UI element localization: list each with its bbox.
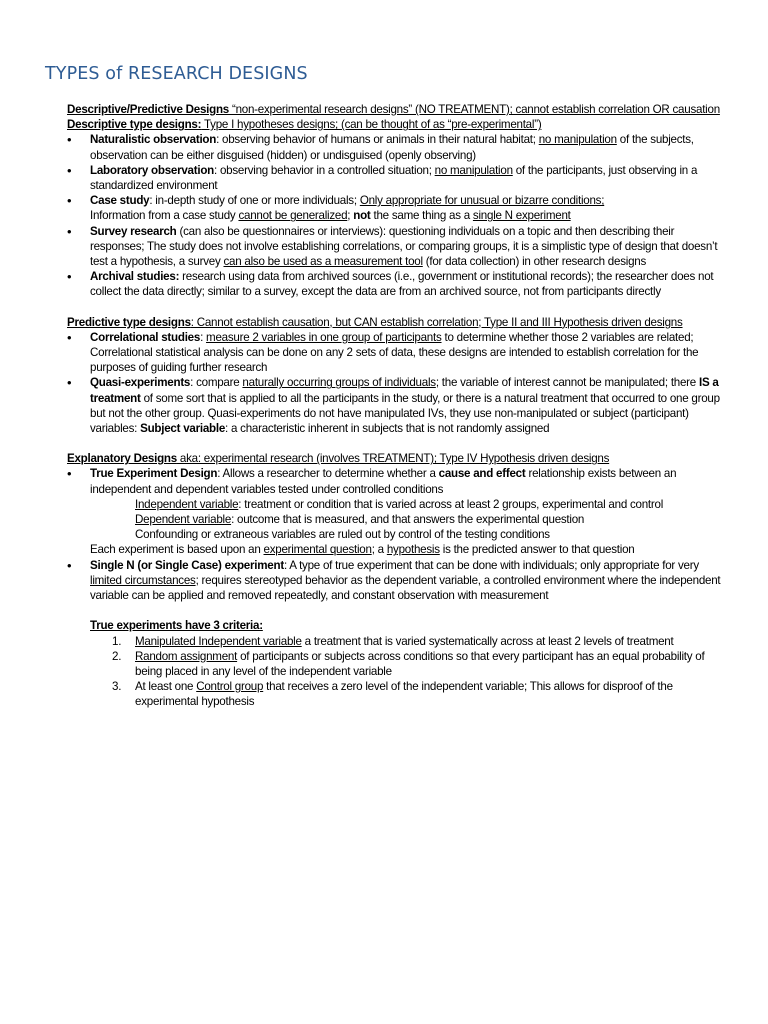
descriptive-type-heading — [67, 117, 727, 132]
subsection-heading-description: Type I hypotheses designs; (can be thought of as “pre-experimental”) — [201, 118, 542, 132]
term-text: : A type of true experiment that can be done with individuals; only appropriate for very — [283, 558, 699, 572]
term-emphasis: naturally occurring groups of individuals — [242, 376, 436, 390]
criteria-list — [67, 634, 727, 710]
predictive-type-heading — [67, 315, 727, 330]
term-emphasis: single N experiment — [472, 209, 571, 223]
term-text: of participants or subjects across conditions so that every participant has an equal probability of being placed in any level of the independent variable — [135, 649, 705, 678]
list-item-true-experiment — [67, 466, 727, 496]
list-item-case-study — [67, 193, 727, 223]
term-text: ; requires stereotyped behavior as the dependent variable, a controlled environment where the independent variable can be applied and removed repeatedly, and constant observation with measurement — [90, 573, 721, 603]
term-text: ; — [347, 209, 354, 223]
term-emphasis: Manipulated Independent variable — [135, 634, 302, 648]
term-emphasis: experimental question — [263, 543, 372, 557]
term-emphasis: can also be used as a measurement tool — [223, 255, 423, 269]
term-emphasis: Control group — [196, 680, 264, 694]
subsection-heading: Descriptive type designs: — [67, 118, 202, 132]
explanatory-heading — [67, 451, 727, 466]
term-text: of the subjects, observation can be either disguised (hidden) or undisguised (openly observing) — [90, 133, 694, 162]
term-text: relationship exists between an independent and dependent variables tested under controlled conditions — [90, 467, 677, 496]
term-label: Case study — [90, 194, 150, 208]
list-item-naturalistic-observation — [67, 132, 727, 162]
confounding-variables-line: Confounding or extraneous variables are ruled out by control of the testing conditions — [135, 528, 550, 542]
subsection-heading: Predictive type designs — [67, 315, 191, 329]
term-label: True Experiment Design — [90, 467, 218, 481]
term-text: that receives a zero level of the independent variable; This allows for disproof of the experimental hypothesis — [135, 680, 673, 709]
term-text: is the predicted answer to that question — [439, 543, 635, 557]
term-text: At least one — [135, 680, 197, 694]
term-emphasis: Random assignment — [135, 649, 238, 663]
term-text: : observing behavior in a controlled situation; — [214, 163, 435, 177]
term-text: ; the variable of interest cannot be manipulated; there — [435, 376, 699, 390]
term-emphasis: cannot be generalized — [238, 209, 348, 223]
term-bold: IS a treatment — [90, 376, 719, 405]
list-item-survey-research — [67, 224, 727, 270]
term-text: : compare — [190, 376, 243, 390]
term-emphasis: Dependent variable — [135, 513, 232, 527]
document-title: TYPES of RESEARCH DESIGNS — [45, 64, 308, 84]
term-label: Laboratory observation — [90, 163, 214, 177]
independent-variable-line — [67, 497, 727, 512]
criteria-heading-text: True experiments have 3 criteria: — [90, 619, 263, 633]
term-text: the same thing as a — [370, 209, 473, 223]
term-emphasis: Independent variable — [135, 497, 239, 511]
term-text: Each experiment is based upon an — [90, 543, 264, 557]
term-text: : treatment or condition that is varied across at least 2 groups, experimental and control — [238, 497, 664, 511]
dependent-variable-line — [67, 512, 727, 527]
document-body — [67, 102, 727, 710]
list-item-quasi-experiments — [67, 375, 727, 436]
term-bold: not — [353, 209, 371, 223]
section-heading-description: aka: experimental research (involves TREATMENT); Type IV Hypothesis driven designs — [176, 452, 610, 466]
term-label: Survey research — [90, 224, 177, 238]
section-heading-description: “non-experimental research designs” (NO TREATMENT); cannot establish correlation OR causation — [228, 103, 720, 116]
term-emphasis: Only appropriate for unusual or bizarre conditions; — [359, 194, 605, 208]
spacer — [67, 436, 727, 451]
term-text: : in-depth study of one or more individuals; — [149, 194, 360, 208]
term-text: : observing behavior of humans or animals in their natural habitat; — [216, 133, 539, 147]
spacer — [67, 603, 727, 618]
term-label: Quasi-experiments — [90, 376, 191, 390]
criteria-item-1 — [90, 634, 727, 649]
experiment-basis-line — [67, 542, 727, 557]
term-text: Information from a case study — [90, 209, 239, 223]
criteria-heading — [67, 618, 727, 633]
list-number: 3. — [112, 680, 122, 694]
term-text: a treatment that is varied systematically across at least 2 levels of treatment — [301, 634, 674, 648]
term-text: (can also be questionnaires or interviews): questioning individuals on a topic and then describing their responses; The study does not involve establishing correlations, or comparing groups, it is a simplistic type of design that doesn’t test a hypothesis, a survey — [90, 224, 718, 269]
criteria-item-2 — [90, 649, 727, 679]
term-label: Archival studies: — [90, 270, 180, 284]
spacer — [67, 300, 727, 315]
term-emphasis: hypothesis — [386, 543, 440, 557]
term-label: Naturalistic observation — [90, 133, 217, 147]
term-emphasis: measure 2 variables in one group of participants — [206, 330, 442, 344]
term-bold: Subject variable — [140, 422, 226, 436]
term-label: Single N (or Single Case) experiment — [90, 558, 284, 572]
term-text: ; a — [371, 543, 387, 557]
term-text: of some sort that is applied to all the participants in the study, or there is a natural treatment that occurred to one group but not the other group. Quasi-experiments do not have manipulated IVs, they use non-manipulated or subject (participant) variables: — [90, 391, 720, 436]
subsection-heading-description: : Cannot establish causation, but CAN establish correlation; Type II and III Hypothesis driven designs — [190, 315, 683, 329]
descriptive-designs-list — [67, 132, 727, 299]
term-text: (for data collection) in other research designs — [422, 255, 647, 269]
term-text: : — [200, 330, 207, 344]
list-item-correlational-studies — [67, 330, 727, 376]
term-emphasis: no manipulation — [538, 133, 617, 147]
term-text: research using data from archived sources (i.e., government or institutional records); the researcher does not collect the data directly; similar to a survey, except the data are from an archived source, not from participants directly — [90, 270, 714, 299]
list-item-laboratory-observation — [67, 163, 727, 193]
list-number: 2. — [112, 649, 122, 663]
criteria-item-3 — [90, 679, 727, 709]
list-number: 1. — [112, 634, 122, 648]
term-text: of the participants, just observing in a standardized environment — [90, 163, 698, 193]
term-text: : outcome that is measured, and that answers the experimental question — [231, 513, 585, 527]
predictive-designs-list — [67, 330, 727, 436]
list-item-archival-studies — [67, 269, 727, 299]
explanatory-designs-list — [67, 466, 727, 496]
term-label: Correlational studies — [90, 330, 201, 344]
term-text: : a characteristic inherent in subjects that is not randomly assigned — [225, 422, 550, 436]
section-heading: Descriptive/Predictive Designs — [67, 103, 229, 116]
list-item-single-n-experiment — [67, 558, 727, 604]
explanatory-designs-list-2 — [67, 558, 727, 604]
term-bold: cause and effect — [438, 467, 526, 481]
term-emphasis: limited circumstances — [90, 573, 196, 587]
section-heading: Explanatory Designs — [67, 452, 177, 466]
term-emphasis: no manipulation — [434, 163, 513, 177]
term-text: to determine whether those 2 variables are related; Correlational statistical analysis can be done on any 2 sets of data, these designs are intended to establish correlation for the purposes of guiding further research — [90, 330, 699, 375]
term-text: : Allows a researcher to determine whether a — [217, 467, 439, 481]
descriptive-predictive-heading — [67, 102, 727, 117]
